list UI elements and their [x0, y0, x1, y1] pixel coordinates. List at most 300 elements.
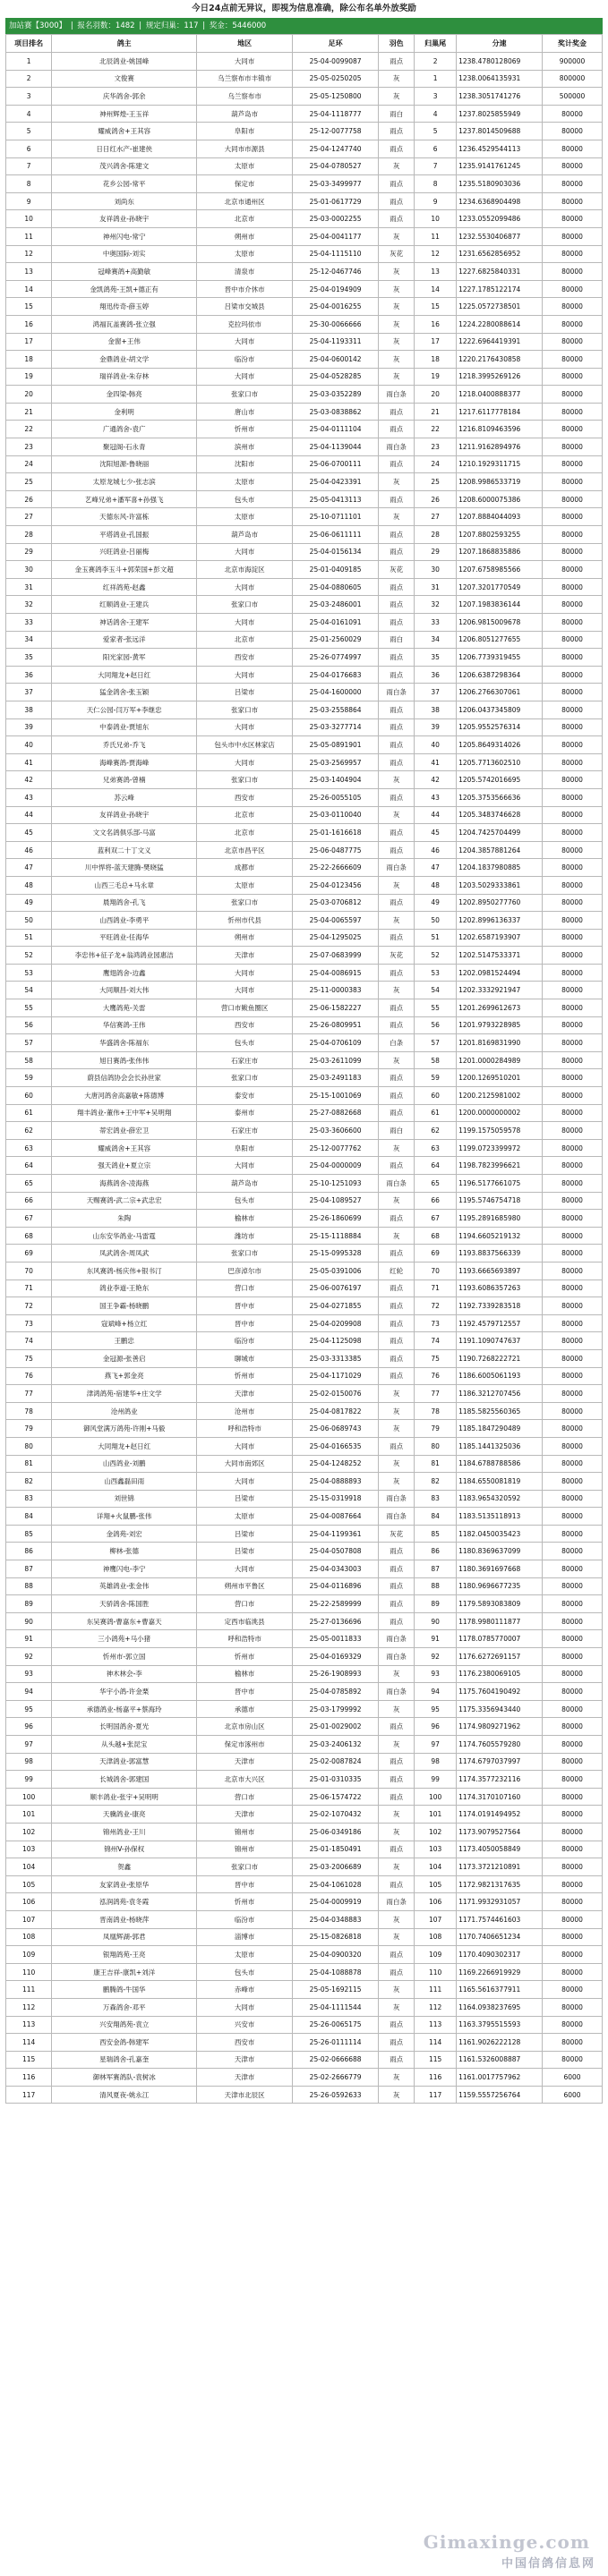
cell-prize: 80000: [543, 1122, 603, 1140]
cell-speed: 1179.5893083809: [457, 1595, 543, 1613]
cell-owner: 文文名鸽俱乐部-马富: [52, 824, 197, 842]
cell-ring: 25-04-0000009: [293, 1157, 379, 1175]
cell-owner: 耀威鸽舍+王其容: [52, 1139, 197, 1157]
table-row: [6, 999, 603, 1017]
cell-rank: 49: [6, 894, 52, 912]
cell-owner: 详翔+火鼠鹏-张伟: [52, 1508, 197, 1526]
table-row: [6, 1349, 603, 1367]
cell-prize: 80000: [543, 1297, 603, 1315]
table-row: [6, 806, 603, 824]
cell-speed: 1163.3795515593: [457, 2016, 543, 2034]
table-row: [6, 245, 603, 263]
table-row: [6, 280, 603, 298]
cell-region: 石家庄市: [197, 1051, 293, 1069]
cell-return-order: 72: [415, 1297, 457, 1315]
cell-return-order: 67: [415, 1210, 457, 1228]
cell-speed: 1236.4529544113: [457, 140, 543, 157]
cell-owner: 北辰鸽业-姚国峰: [52, 53, 197, 71]
table-row: [6, 1385, 603, 1403]
cell-prize: 80000: [543, 315, 603, 333]
cell-return-order: 7: [415, 157, 457, 175]
cell-rank: 23: [6, 438, 52, 456]
cell-prize: 80000: [543, 982, 603, 999]
cell-return-order: 26: [415, 490, 457, 508]
cell-owner: 朱陶: [52, 1210, 197, 1228]
cell-color: 雨点: [379, 701, 415, 718]
cell-rank: 71: [6, 1279, 52, 1297]
cell-prize: 80000: [543, 771, 603, 789]
cell-return-order: 19: [415, 368, 457, 386]
cell-speed: 1227.6825840331: [457, 263, 543, 281]
cell-region: 大同市: [197, 333, 293, 351]
cell-region: 晋中市: [197, 1875, 293, 1893]
cell-rank: 35: [6, 649, 52, 667]
cell-region: 大同市: [197, 543, 293, 561]
cell-return-order: 43: [415, 788, 457, 806]
cell-region: 张家口市: [197, 771, 293, 789]
cell-prize: 80000: [543, 701, 603, 718]
cell-ring: 25-03-3277714: [293, 718, 379, 736]
cell-rank: 103: [6, 1841, 52, 1858]
table-row: [6, 1297, 603, 1315]
cell-owner: 晨翔鸽舍-孔飞: [52, 894, 197, 912]
cell-region: 锦州市: [197, 1823, 293, 1841]
cell-return-order: 95: [415, 1700, 457, 1718]
cell-color: 雨白条: [379, 1175, 415, 1193]
cell-rank: 22: [6, 421, 52, 438]
cell-ring: 25-04-0156134: [293, 543, 379, 561]
table-row: [6, 561, 603, 579]
cell-prize: 80000: [543, 596, 603, 614]
cell-return-order: 15: [415, 298, 457, 316]
cell-ring: 25-04-0900320: [293, 1946, 379, 1964]
cell-rank: 59: [6, 1069, 52, 1087]
cell-rank: 91: [6, 1630, 52, 1648]
cell-prize: 500000: [543, 88, 603, 106]
cell-ring: 25-12-0467746: [293, 263, 379, 281]
cell-color: 雨点: [379, 649, 415, 667]
cell-region: 天津市: [197, 1806, 293, 1824]
table-row: [6, 1998, 603, 2016]
cell-prize: 80000: [543, 1736, 603, 1754]
cell-ring: 25-04-0348883: [293, 1910, 379, 1928]
cell-speed: 1174.3170107160: [457, 1788, 543, 1806]
cell-rank: 75: [6, 1349, 52, 1367]
cell-region: 朔州市: [197, 227, 293, 245]
cell-rank: 10: [6, 210, 52, 228]
cell-owner: 东吴赛鸽-曹嘉东+曹嘉天: [52, 1612, 197, 1630]
cell-color: 雨点: [379, 999, 415, 1017]
cell-return-order: 106: [415, 1893, 457, 1911]
cell-rank: 84: [6, 1508, 52, 1526]
cell-color: 雨点: [379, 140, 415, 157]
cell-rank: 72: [6, 1297, 52, 1315]
cell-owner: 大同翔龙+赵日红: [52, 1437, 197, 1455]
table-row: [6, 718, 603, 736]
cell-speed: 1206.2766307061: [457, 684, 543, 701]
cell-return-order: 81: [415, 1455, 457, 1473]
cell-owner: 燕飞+郭金亮: [52, 1367, 197, 1385]
cell-region: 大同市: [197, 982, 293, 999]
cell-rank: 44: [6, 806, 52, 824]
cell-ring: 25-02-1070432: [293, 1806, 379, 1824]
table-row: [6, 333, 603, 351]
cell-region: 聊城市: [197, 1349, 293, 1367]
table-row: [6, 1051, 603, 1069]
cell-region: 晋中市: [197, 1297, 293, 1315]
cell-return-order: 58: [415, 1051, 457, 1069]
table-row: [6, 1612, 603, 1630]
cell-return-order: 115: [415, 2051, 457, 2069]
cell-rank: 62: [6, 1122, 52, 1140]
cell-return-order: 78: [415, 1402, 457, 1420]
cell-ring: 25-04-0065597: [293, 912, 379, 930]
cell-owner: 神州闪电-常宁: [52, 227, 197, 245]
table-row: [6, 649, 603, 667]
cell-rank: 114: [6, 2034, 52, 2052]
cell-region: 大同市: [197, 614, 293, 632]
cell-owner: 凤武鸽舍-周凤武: [52, 1245, 197, 1262]
cell-return-order: 62: [415, 1122, 457, 1140]
cell-color: 雨点: [379, 421, 415, 438]
cell-color: 雨点: [379, 666, 415, 684]
cell-rank: 54: [6, 982, 52, 999]
cell-speed: 1161.9026222128: [457, 2034, 543, 2052]
table-row: [6, 1981, 603, 1999]
cell-color: 灰: [379, 70, 415, 88]
cell-ring: 25-15-0826818: [293, 1928, 379, 1946]
cell-color: 灰: [379, 1051, 415, 1069]
cell-region: 临汾市: [197, 1910, 293, 1928]
cell-color: 雨点: [379, 929, 415, 947]
table-row: [6, 403, 603, 421]
cell-speed: 1235.5180903036: [457, 175, 543, 193]
cell-speed: 1172.9821317635: [457, 1875, 543, 1893]
table-row: [6, 1858, 603, 1876]
cell-color: 灰: [379, 1385, 415, 1403]
cell-owner: 兴旺鸽业-吕丽梅: [52, 543, 197, 561]
cell-owner: 金四梁-韩亮: [52, 386, 197, 404]
cell-return-order: 38: [415, 701, 457, 718]
cell-ring: 25-26-0809951: [293, 1016, 379, 1034]
cell-rank: 110: [6, 1963, 52, 1981]
cell-color: 雨点: [379, 614, 415, 632]
cell-return-order: 63: [415, 1139, 457, 1157]
notice-banner: 今日24点前无异议，即视为信息准确，除公布名单外放奖励: [192, 4, 416, 13]
cell-region: 吕梁市: [197, 1490, 293, 1508]
cell-region: 大同市: [197, 1473, 293, 1491]
cell-region: 大同市: [197, 1998, 293, 2016]
cell-owner: 山西鑫磊田雨: [52, 1473, 197, 1491]
cell-speed: 1171.7574461603: [457, 1910, 543, 1928]
cell-region: 兴安市: [197, 2016, 293, 2034]
cell-ring: 25-02-2666779: [293, 2069, 379, 2087]
signup-count: 报名羽数：1482: [77, 21, 135, 30]
cell-rank: 17: [6, 333, 52, 351]
cell-prize: 80000: [543, 1981, 603, 1999]
cell-return-order: 47: [415, 859, 457, 877]
table-row: [6, 1473, 603, 1491]
cell-color: 雨点: [379, 526, 415, 544]
cell-owner: 平旺鸽业-任海华: [52, 929, 197, 947]
cell-return-order: 92: [415, 1648, 457, 1666]
cell-owner: 清风夏夜-姚永江: [52, 2086, 197, 2104]
cell-prize: 80000: [543, 333, 603, 351]
cell-ring: 25-27-0136696: [293, 1612, 379, 1630]
cell-prize: 80000: [543, 1665, 603, 1683]
cell-color: 雨点: [379, 1963, 415, 1981]
prize-total: 奖金：5446000: [209, 21, 267, 30]
table-row: [6, 175, 603, 193]
cell-speed: 1238.4780128069: [457, 53, 543, 71]
cell-owner: 友祥鸽业-孙晓宇: [52, 806, 197, 824]
cell-speed: 1202.8996136337: [457, 912, 543, 930]
cell-region: 太原市: [197, 1508, 293, 1526]
cell-return-order: 117: [415, 2086, 457, 2104]
table-row: [6, 508, 603, 526]
cell-ring: 25-15-1118884: [293, 1227, 379, 1245]
cell-rank: 50: [6, 912, 52, 930]
table-row: [6, 1946, 603, 1964]
table-row: [6, 1806, 603, 1824]
table-row: [6, 841, 603, 859]
cell-rank: 82: [6, 1473, 52, 1491]
cell-return-order: 71: [415, 1279, 457, 1297]
cell-color: 雨点: [379, 1437, 415, 1455]
cell-region: 太原市: [197, 473, 293, 491]
cell-prize: 80000: [543, 788, 603, 806]
table-row: [6, 210, 603, 228]
cell-owner: 天仁公园-闫万军+李继忠: [52, 701, 197, 718]
cell-ring: 25-01-2560029: [293, 631, 379, 649]
cell-region: 西安市: [197, 1016, 293, 1034]
cell-region: 天津市北辰区: [197, 2086, 293, 2104]
cell-owner: 寇斌峰+杨立红: [52, 1314, 197, 1332]
cell-speed: 1190.7268222721: [457, 1349, 543, 1367]
cell-return-order: 75: [415, 1349, 457, 1367]
table-row: [6, 684, 603, 701]
table-row: [6, 351, 603, 369]
cell-region: 榆林市: [197, 1665, 293, 1683]
cell-owner: 金鸽苑-刘宏: [52, 1525, 197, 1543]
cell-rank: 27: [6, 508, 52, 526]
cell-owner: 天德东风-许富栋: [52, 508, 197, 526]
cell-region: 大同市: [197, 1560, 293, 1578]
cell-prize: 80000: [543, 1016, 603, 1034]
cell-return-order: 13: [415, 263, 457, 281]
cell-return-order: 111: [415, 1981, 457, 1999]
cell-prize: 80000: [543, 1525, 603, 1543]
table-row: [6, 736, 603, 754]
cell-prize: 80000: [543, 1455, 603, 1473]
col-ring: 足环: [293, 35, 379, 53]
cell-speed: 1183.5135118913: [457, 1508, 543, 1526]
cell-prize: 80000: [543, 649, 603, 667]
cell-region: 忻州市: [197, 1893, 293, 1911]
cell-return-order: 41: [415, 753, 457, 771]
cell-ring: 25-06-0487775: [293, 841, 379, 859]
cell-speed: 1233.0552099486: [457, 210, 543, 228]
cell-owner: 山西鸽业-刘鹏: [52, 1455, 197, 1473]
cell-speed: 1170.7406651234: [457, 1928, 543, 1946]
cell-region: 张家口市: [197, 596, 293, 614]
cell-prize: 80000: [543, 1806, 603, 1824]
cell-prize: 80000: [543, 1420, 603, 1438]
cell-speed: 1195.2891685980: [457, 1210, 543, 1228]
cell-prize: 80000: [543, 1998, 603, 2016]
cell-return-order: 8: [415, 175, 457, 193]
cell-return-order: 9: [415, 192, 457, 210]
cell-prize: 900000: [543, 53, 603, 71]
cell-speed: 1220.2176430858: [457, 351, 543, 369]
cell-speed: 1204.1837980885: [457, 859, 543, 877]
cell-prize: 80000: [543, 806, 603, 824]
cell-speed: 1175.3356943440: [457, 1700, 543, 1718]
cell-return-order: 42: [415, 771, 457, 789]
cell-owner: 庆华鸽舍-郭余: [52, 88, 197, 106]
cell-owner: 大同顺昌-刘大伟: [52, 982, 197, 999]
cell-region: 葫芦岛市: [197, 1175, 293, 1193]
cell-return-order: 54: [415, 982, 457, 999]
cell-prize: 80000: [543, 1508, 603, 1526]
cell-prize: 80000: [543, 298, 603, 316]
cell-owner: 兴安翔鸽苑-袁立: [52, 2016, 197, 2034]
cell-speed: 1191.1090747637: [457, 1332, 543, 1350]
cell-rank: 113: [6, 2016, 52, 2034]
cell-region: 乌兰察布市丰镇市: [197, 70, 293, 88]
cell-return-order: 50: [415, 912, 457, 930]
cell-ring: 25-26-0774997: [293, 649, 379, 667]
cell-region: 营口市: [197, 1595, 293, 1613]
cell-ring: 25-05-0011833: [293, 1630, 379, 1648]
cell-color: 雨点: [379, 718, 415, 736]
cell-owner: 金玉赛鸽李玉斗+郭荣国+彭文超: [52, 561, 197, 579]
cell-ring: 25-12-0077758: [293, 123, 379, 140]
cell-color: 雨点: [379, 736, 415, 754]
cell-speed: 1232.5530406877: [457, 227, 543, 245]
cell-region: 天津市: [197, 1753, 293, 1771]
cell-prize: 80000: [543, 508, 603, 526]
cell-speed: 1204.3857881264: [457, 841, 543, 859]
cell-speed: 1165.5616377911: [457, 1981, 543, 1999]
table-row: [6, 526, 603, 544]
cell-region: 大同市: [197, 718, 293, 736]
cell-return-order: 80: [415, 1437, 457, 1455]
table-row: [6, 421, 603, 438]
cell-region: 北京市房山区: [197, 1718, 293, 1736]
cell-color: 白条: [379, 1034, 415, 1052]
cell-owner: 三小鸽苑+马小猪: [52, 1630, 197, 1648]
cell-rank: 21: [6, 403, 52, 421]
cell-rank: 79: [6, 1420, 52, 1438]
cell-speed: 1201.8169831990: [457, 1034, 543, 1052]
table-row: [6, 1034, 603, 1052]
cell-color: 雨点: [379, 1577, 415, 1595]
cell-return-order: 45: [415, 824, 457, 842]
cell-ring: 25-26-0592633: [293, 2086, 379, 2104]
cell-rank: 83: [6, 1490, 52, 1508]
cell-region: 营口市鲅鱼圈区: [197, 999, 293, 1017]
cell-prize: 80000: [543, 1648, 603, 1666]
cell-speed: 1211.9162894976: [457, 438, 543, 456]
cell-owner: 神话鸽舍-王建军: [52, 614, 197, 632]
cell-return-order: 36: [415, 666, 457, 684]
cell-speed: 1183.9654320592: [457, 1490, 543, 1508]
table-row: [6, 1665, 603, 1683]
cell-ring: 25-04-1089527: [293, 1192, 379, 1210]
cell-owner: 星瑞鸽舍-孔嘉奎: [52, 2051, 197, 2069]
cell-rank: 67: [6, 1210, 52, 1228]
cell-rank: 12: [6, 245, 52, 263]
cell-prize: 80000: [543, 1332, 603, 1350]
cell-speed: 1222.6964419391: [457, 333, 543, 351]
cell-return-order: 53: [415, 964, 457, 982]
cell-color: 雨点: [379, 192, 415, 210]
cell-return-order: 12: [415, 245, 457, 263]
cell-owner: 沈阳旭源-鲁晓丽: [52, 455, 197, 473]
cell-prize: 80000: [543, 1595, 603, 1613]
cell-rank: 48: [6, 876, 52, 894]
cell-owner: 猛金鸽舍-张玉颖: [52, 684, 197, 701]
cell-speed: 1203.5029333861: [457, 876, 543, 894]
col-rank: 项目排名: [6, 35, 52, 53]
cell-ring: 25-04-0888893: [293, 1473, 379, 1491]
cell-color: 雨白条: [379, 438, 415, 456]
cell-color: 雨点: [379, 1543, 415, 1560]
table-row: [6, 1910, 603, 1928]
cell-owner: 苏云峰: [52, 788, 197, 806]
cell-prize: 80000: [543, 227, 603, 245]
cell-color: 雨点: [379, 964, 415, 982]
cell-rank: 105: [6, 1875, 52, 1893]
table-row: [6, 982, 603, 999]
cell-ring: 25-03-0002255: [293, 210, 379, 228]
cell-owner: 御林军赛鸽队-袁树冰: [52, 2069, 197, 2087]
cell-rank: 94: [6, 1683, 52, 1701]
cell-ring: 25-26-0055105: [293, 788, 379, 806]
cell-color: 灰: [379, 1420, 415, 1438]
col-speed: 分速: [457, 35, 543, 53]
cell-ring: 25-04-0009919: [293, 1893, 379, 1911]
cell-speed: 1200.2125981002: [457, 1087, 543, 1105]
cell-color: 雨点: [379, 578, 415, 596]
cell-return-order: 94: [415, 1683, 457, 1701]
cell-speed: 1161.5326008887: [457, 2051, 543, 2069]
cell-rank: 42: [6, 771, 52, 789]
cell-rank: 74: [6, 1332, 52, 1350]
cell-color: 雨点: [379, 1946, 415, 1964]
cell-color: 雨点: [379, 1560, 415, 1578]
cell-prize: 80000: [543, 2051, 603, 2069]
cell-return-order: 100: [415, 1788, 457, 1806]
cell-return-order: 18: [415, 351, 457, 369]
cell-region: 克拉玛依市: [197, 315, 293, 333]
cell-ring: 25-06-0689743: [293, 1420, 379, 1438]
cell-owner: 金鼎鸽业-胡文学: [52, 351, 197, 369]
cell-rank: 51: [6, 929, 52, 947]
table-row: [6, 1683, 603, 1701]
cell-rank: 109: [6, 1946, 52, 1964]
cell-owner: 津鸿鸽苑-宿建华+庄文学: [52, 1385, 197, 1403]
cell-ring: 25-05-1692115: [293, 1981, 379, 1999]
cell-owner: 天赐赛鸽-武二宗+武忠宏: [52, 1192, 197, 1210]
cell-return-order: 96: [415, 1718, 457, 1736]
cell-speed: 1175.7604190492: [457, 1683, 543, 1701]
table-row: [6, 1069, 603, 1087]
table-row: [6, 788, 603, 806]
cell-region: 北京市大兴区: [197, 1771, 293, 1789]
cell-prize: 80000: [543, 123, 603, 140]
